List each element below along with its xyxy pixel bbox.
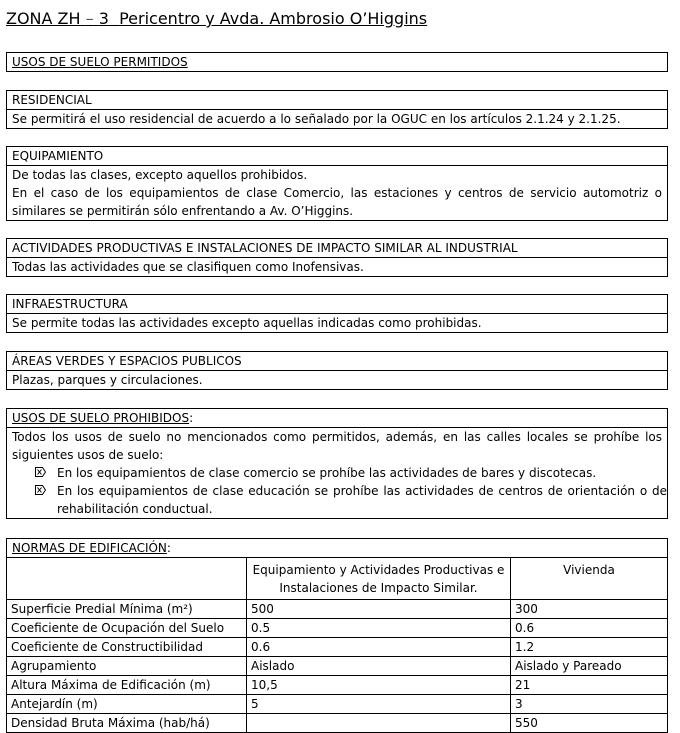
checkbox-x-icon	[35, 467, 46, 477]
equipamiento-section	[6, 146, 668, 221]
row-label: Superficie Predial Mínima (m²)	[7, 600, 247, 619]
row-label: Densidad Bruta Máxima (hab/há)	[7, 714, 247, 733]
list-item	[7, 464, 667, 482]
row-label: Coeficiente de Constructibilidad	[7, 638, 247, 657]
row-label: Altura Máxima de Edificación (m)	[7, 676, 247, 695]
infraestructura-header: INFRAESTRUCTURA	[7, 295, 667, 314]
cell-vivienda: 550	[511, 714, 668, 733]
cell-equipamiento: 0.5	[247, 619, 511, 638]
normas-header: NORMAS DE EDIFICACIÓN	[12, 541, 167, 555]
table-row	[7, 714, 667, 733]
normas-colon: :	[166, 541, 171, 555]
zone-code: ZONA ZH	[6, 9, 81, 28]
normas-section	[6, 538, 668, 733]
zone-name: Pericentro y Avda. Ambrosio O’Higgins	[119, 9, 428, 28]
table-row	[7, 619, 667, 638]
cell-vivienda: 21	[511, 676, 668, 695]
usos-prohibidos-header: USOS DE SUELO PROHIBIDOS	[12, 411, 190, 425]
cell-vivienda: 300	[511, 600, 668, 619]
column-header-equipamiento: Equipamiento y Actividades Productivas e Instalaciones de Impacto Similar.	[247, 558, 511, 600]
residencial-header: RESIDENCIAL	[7, 91, 667, 110]
prohibidos-list	[7, 464, 667, 518]
cell-vivienda: 0.6	[511, 619, 668, 638]
cell-equipamiento: 0.6	[247, 638, 511, 657]
table-row	[7, 657, 667, 676]
usos-prohibidos-colon: :	[189, 411, 194, 425]
equipamiento-line-2: En el caso de los equipamientos de clase Comercio, las estaciones y centros de servicio automotriz o similares se permitirán sólo enfrentando a Av. O’Higgins.	[12, 186, 662, 218]
title-separator: –	[85, 9, 94, 28]
table-row	[7, 695, 667, 714]
table-row	[7, 600, 667, 619]
residencial-section	[6, 90, 668, 129]
equipamiento-line-1: De todas las clases, excepto aquellos prohibidos.	[12, 168, 308, 182]
residencial-text: Se permitirá el uso residencial de acuerdo a lo señalado por la OGUC en los artículos 2.1.24 y 2.1.25.	[12, 112, 621, 126]
column-header-empty	[7, 558, 247, 600]
actividades-text: Todas las actividades que se clasifiquen como Inofensivas.	[12, 260, 364, 274]
table-row	[7, 676, 667, 695]
areas-verdes-section	[6, 351, 668, 390]
column-header-vivienda: Vivienda	[511, 558, 668, 600]
usos-permitidos-section	[6, 52, 668, 72]
usos-prohibidos-section	[6, 408, 668, 519]
table-row	[7, 638, 667, 657]
table-header-row	[7, 558, 667, 600]
equipamiento-header: EQUIPAMIENTO	[7, 147, 667, 166]
checkbox-x-icon	[35, 485, 46, 495]
cell-equipamiento	[247, 714, 511, 733]
normas-table	[7, 558, 667, 732]
areas-verdes-header: ÁREAS VERDES Y ESPACIOS PUBLICOS	[7, 352, 667, 371]
cell-equipamiento: Aislado	[247, 657, 511, 676]
actividades-header: ACTIVIDADES PRODUCTIVAS E INSTALACIONES DE IMPACTO SIMILAR AL INDUSTRIAL	[7, 239, 667, 258]
usos-prohibidos-intro: Todos los usos de suelo no mencionados como permitidos, además, en las calles locales se prohíbe los siguientes usos de suelo:	[12, 430, 662, 462]
cell-equipamiento: 5	[247, 695, 511, 714]
cell-equipamiento: 500	[247, 600, 511, 619]
list-item	[7, 482, 667, 518]
infraestructura-section	[6, 294, 668, 333]
actividades-section	[6, 238, 668, 277]
row-label: Agrupamiento	[7, 657, 247, 676]
cell-vivienda: 1.2	[511, 638, 668, 657]
page-title	[6, 9, 427, 28]
cell-equipamiento: 10,5	[247, 676, 511, 695]
row-label: Antejardín (m)	[7, 695, 247, 714]
areas-verdes-text: Plazas, parques y circulaciones.	[12, 373, 203, 387]
prohibidos-bullet-1: En los equipamientos de clase comercio se prohíbe las actividades de bares y discotecas.	[57, 466, 597, 480]
zone-number: 3	[98, 9, 109, 28]
usos-permitidos-header: USOS DE SUELO PERMITIDOS	[12, 55, 188, 69]
prohibidos-bullet-2: En los equipamientos de clase educación se prohíbe las actividades de centros de orientación o de rehabilitación conductual.	[57, 484, 667, 516]
cell-vivienda: 3	[511, 695, 668, 714]
infraestructura-text: Se permite todas las actividades excepto aquellas indicadas como prohibidas.	[12, 316, 482, 330]
row-label: Coeficiente de Ocupación del Suelo	[7, 619, 247, 638]
cell-vivienda: Aislado y Pareado	[511, 657, 668, 676]
